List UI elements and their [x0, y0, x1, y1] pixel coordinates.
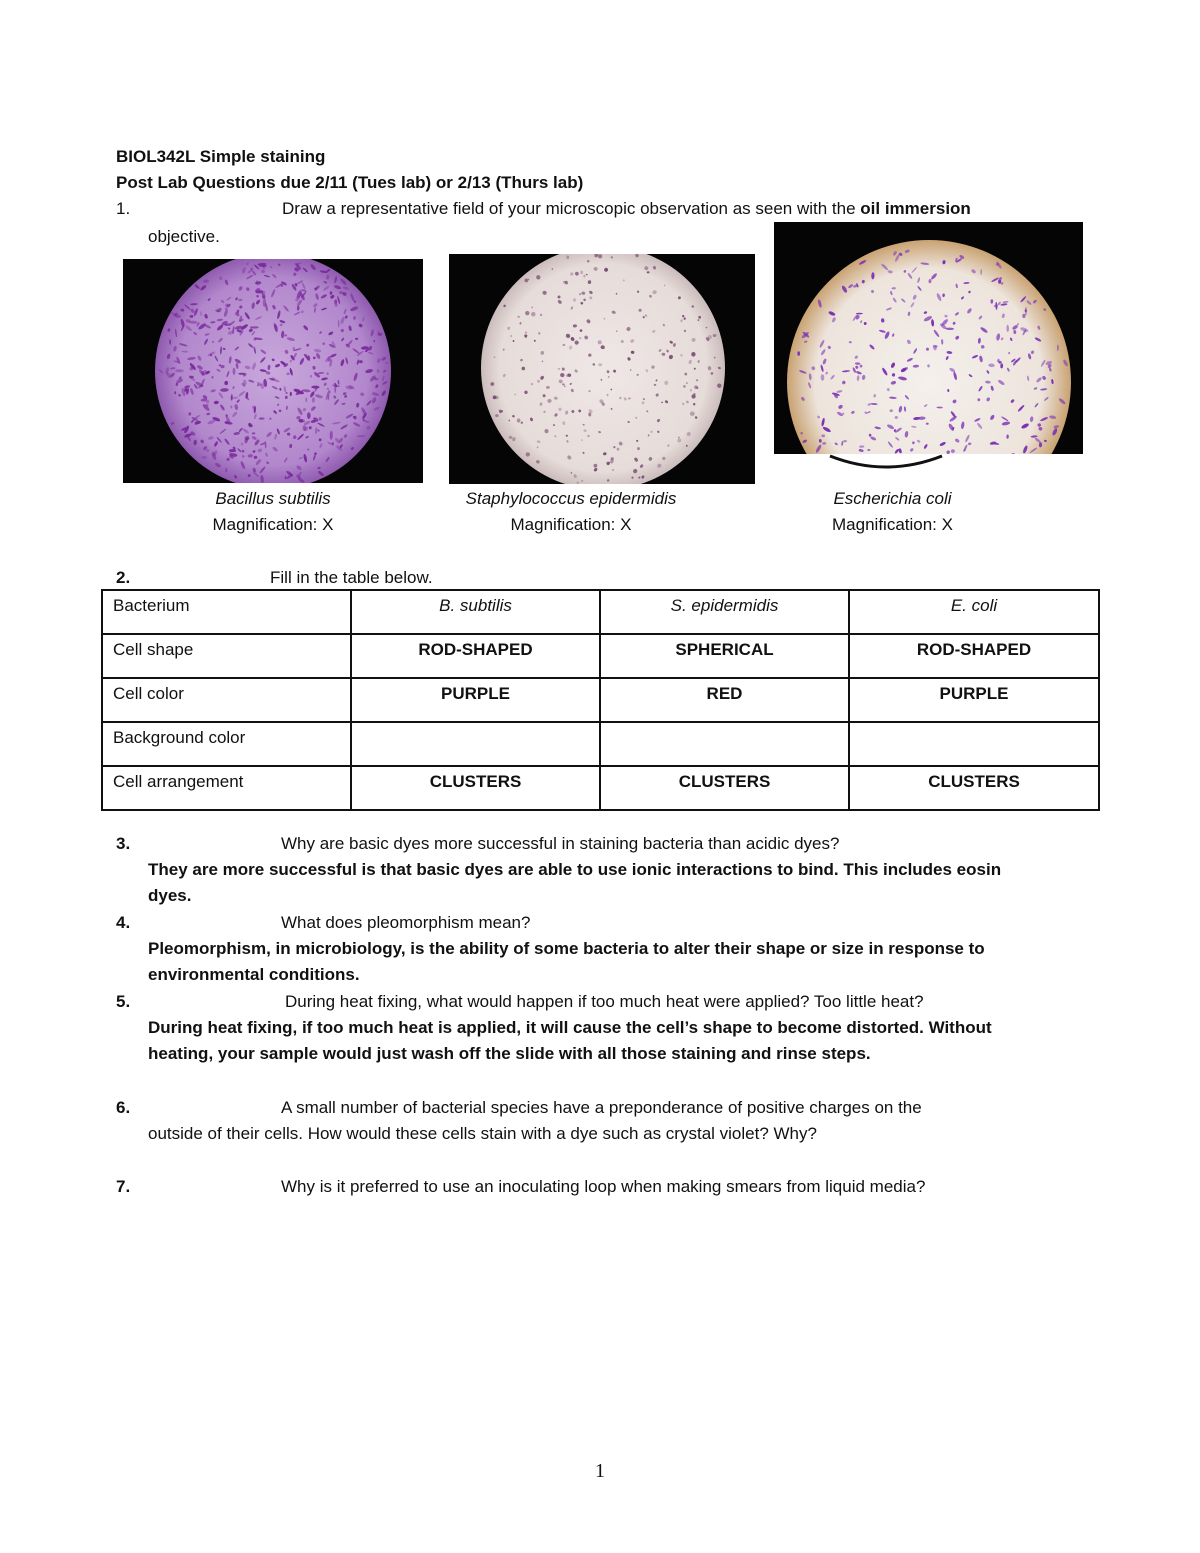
micrograph-bacillus-subtilis: [123, 259, 423, 483]
q3-answer-line-2: dyes.: [148, 886, 192, 905]
micrograph-staphylococcus-svg: [449, 254, 755, 484]
q7-block: [148, 1174, 1093, 1200]
stained-cell: [305, 398, 307, 403]
table-cell: CLUSTERS: [849, 766, 1099, 810]
q3-number: 3.: [116, 834, 131, 853]
q7-number: 7.: [116, 1177, 131, 1196]
caption-magnification: Magnification: X: [212, 515, 334, 534]
caption-magnification: Magnification: X: [832, 515, 953, 534]
q7-question: Why is it preferred to use an inoculating loop when making smears from liquid media?: [281, 1177, 926, 1196]
table-cell: PURPLE: [849, 678, 1099, 722]
stained-cell: [225, 468, 227, 472]
table-cell: Cell color: [102, 678, 351, 722]
caption-magnification: Magnification: X: [510, 515, 632, 534]
table-cell: RED: [600, 678, 849, 722]
q5-number: 5.: [116, 992, 131, 1011]
q3-question: Why are basic dyes more successful in staining bacteria than acidic dyes?: [281, 834, 840, 853]
stained-cell: [359, 360, 363, 363]
caption-species: Escherichia coli: [833, 489, 952, 508]
q5-answer-line-2: heating, your sample would just wash off the slide with all those staining and rinse steps.: [148, 1044, 871, 1063]
q1-text-main: Draw a representative field of your microscopic observation as seen with the: [282, 199, 861, 218]
table-cell: E. coli: [849, 590, 1099, 634]
micrograph-escherichia-coli: [774, 222, 1083, 454]
stained-cell: [573, 298, 576, 301]
table-cell: CLUSTERS: [351, 766, 600, 810]
table-cell: S. epidermidis: [600, 590, 849, 634]
table-cell: PURPLE: [351, 678, 600, 722]
table-cell: Bacterium: [102, 590, 351, 634]
q6-number: 6.: [116, 1098, 131, 1117]
table-cell: Cell shape: [102, 634, 351, 678]
q5-block: [148, 989, 1093, 1067]
table-cell: [600, 722, 849, 766]
q4-number: 4.: [116, 913, 131, 932]
table-header-row: [102, 590, 1099, 634]
stained-cell: [307, 412, 311, 419]
stained-cell: [611, 457, 614, 460]
q1-text: [282, 198, 971, 220]
document-subtitle: Post Lab Questions due 2/11 (Tues lab) or 2/13 (Thurs lab): [116, 173, 584, 192]
table-cell: SPHERICAL: [600, 634, 849, 678]
table-cell: [849, 722, 1099, 766]
stained-cell: [647, 271, 650, 273]
caption-escherichia: [738, 486, 1047, 538]
caption-species: Staphylococcus epidermidis: [465, 489, 677, 508]
caption-staphylococcus: [418, 486, 724, 538]
table-row: [102, 678, 1099, 722]
q3-block: [148, 831, 1093, 909]
q3-answer-line-1: They are more successful is that basic dyes are able to use ionic interactions to bind. This includes eosin: [148, 860, 1002, 879]
stained-cell: [856, 313, 863, 315]
table-cell: ROD-SHAPED: [849, 634, 1099, 678]
q5-question: During heat fixing, what would happen if too much heat were applied? Too little heat?: [285, 992, 924, 1011]
stained-cell: [334, 299, 337, 304]
table-cell: B. subtilis: [351, 590, 600, 634]
field-edge-arc: [826, 452, 946, 472]
q6-question-line-2: outside of their cells. How would these cells stain with a dye such as crystal violet? Why?: [148, 1124, 817, 1143]
q2-text: Fill in the table below.: [270, 568, 433, 587]
caption-bacillus: [123, 486, 423, 538]
table-row: [102, 722, 1099, 766]
table-cell: [351, 722, 600, 766]
stained-cell: [256, 302, 258, 305]
q4-question: What does pleomorphism mean?: [281, 913, 531, 932]
caption-species: Bacillus subtilis: [215, 489, 331, 508]
stained-cell: [233, 368, 236, 375]
page-number: 1: [595, 1460, 605, 1482]
q2-number: 2.: [116, 568, 131, 587]
micrograph-staphylococcus-epidermidis: [449, 254, 755, 484]
results-table: [101, 589, 1100, 811]
micrograph-bacillus-svg: [123, 259, 423, 483]
q4-answer-line-2: environmental conditions.: [148, 965, 360, 984]
table-cell: Background color: [102, 722, 351, 766]
field-circle: [481, 254, 725, 484]
micrograph-escherichia-svg: [774, 222, 1083, 454]
q1-number: 1.: [116, 199, 131, 218]
table-row: [102, 766, 1099, 810]
table-cell: CLUSTERS: [600, 766, 849, 810]
document-title: BIOL342L Simple staining: [116, 147, 326, 166]
q1-text-wrap: objective.: [148, 227, 220, 246]
table-cell: Cell arrangement: [102, 766, 351, 810]
table-cell: ROD-SHAPED: [351, 634, 600, 678]
q1-text-bold: oil immersion: [860, 199, 971, 218]
table-row: [102, 634, 1099, 678]
q4-answer-line-1: Pleomorphism, in microbiology, is the ability of some bacteria to alter their shape or size in response to: [148, 939, 985, 958]
q5-answer-line-1: During heat fixing, if too much heat is applied, it will cause the cell’s shape to become distorted. Without: [148, 1018, 992, 1037]
q6-block: [148, 1095, 1093, 1147]
q4-block: [148, 910, 1093, 988]
q6-question-line-1: A small number of bacterial species have a preponderance of positive charges on the: [281, 1098, 922, 1117]
